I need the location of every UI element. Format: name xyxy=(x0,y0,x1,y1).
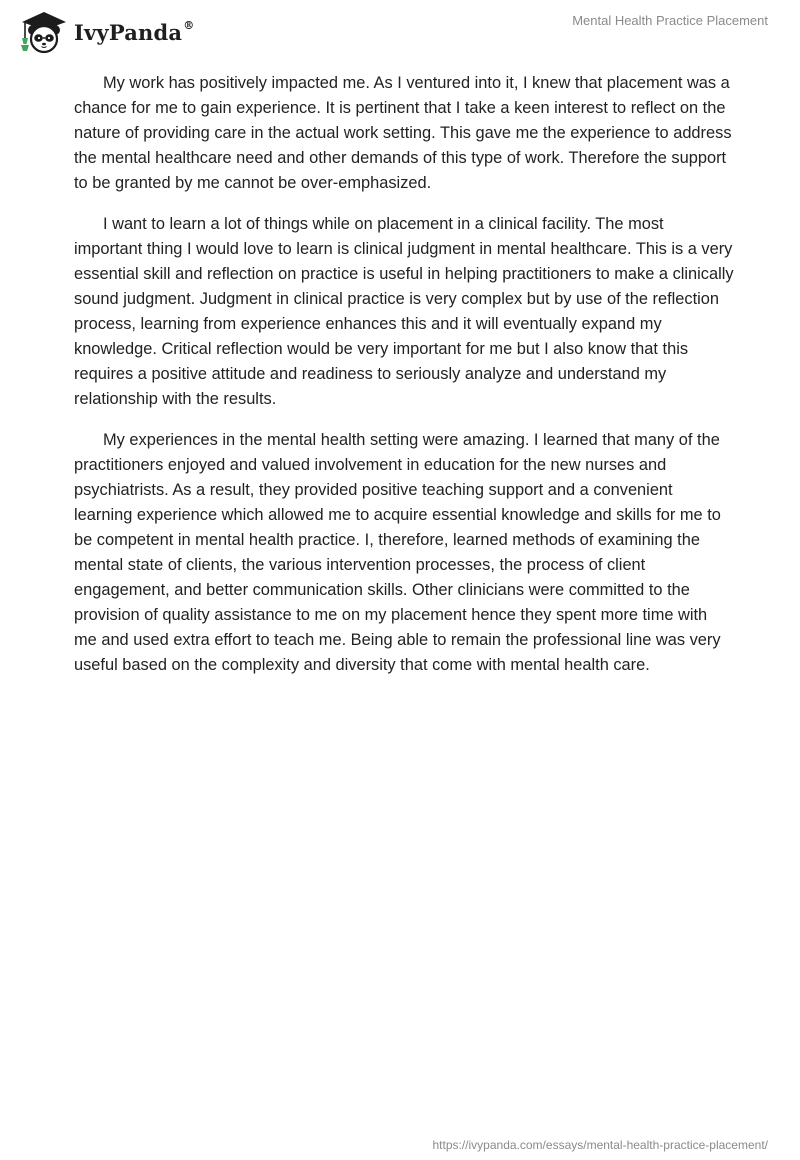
trademark-symbol: ® xyxy=(183,18,195,32)
page-header xyxy=(0,0,800,62)
source-url[interactable]: https://ivypanda.com/essays/mental-health-practice-placement/ xyxy=(432,1138,768,1152)
paragraph: My experiences in the mental health setting were amazing. I learned that many of the practitioners enjoyed and valued involvement in education for the new nurses and psychiatrists. As a result, they provided positive teaching support and a convenient learning experience which allowed me to acquire essential knowledge and skills for me to be competent in mental health practice. I, therefore, learned methods of examining the mental state of clients, the various intervention processes, the process of client engagement, and better communication skills. Other clinicians were committed to the provision of quality assistance to me on my placement hence they spent more time with me and used extra effort to teach me. Being able to remain the professional line was very useful based on the complexity and diversity that come with mental health care. xyxy=(74,431,721,674)
brand-name: IvyPanda® xyxy=(74,18,195,45)
essay-body xyxy=(74,71,734,694)
ivypanda-logo[interactable] xyxy=(14,8,194,54)
document-title: Mental Health Practice Placement xyxy=(572,13,768,28)
paragraph: My work has positively impacted me. As I ventured into it, I knew that placement was a chance for me to gain experience. It is pertinent that I take a keen interest to reflect on the nature of providing care in the actual work setting. This gave me the experience to address the mental healthcare need and other demands of this type of work. Therefore the support to be granted by me cannot be over-emphasized. xyxy=(74,74,732,192)
paragraph: I want to learn a lot of things while on placement in a clinical facility. The most important thing I would love to learn is clinical judgment in mental healthcare. This is a very essential skill and reflection on practice is useful in helping practitioners to make a clinically sound judgment. Judgment in clinical practice is very complex but by use of the reflection process, learning from experience enhances this and it will eventually expand my knowledge. Critical reflection would be very important for me but I also know that this requires a positive attitude and readiness to seriously analyze and understand my relationship with the results. xyxy=(74,215,734,408)
panda-graduate-icon xyxy=(14,8,70,54)
